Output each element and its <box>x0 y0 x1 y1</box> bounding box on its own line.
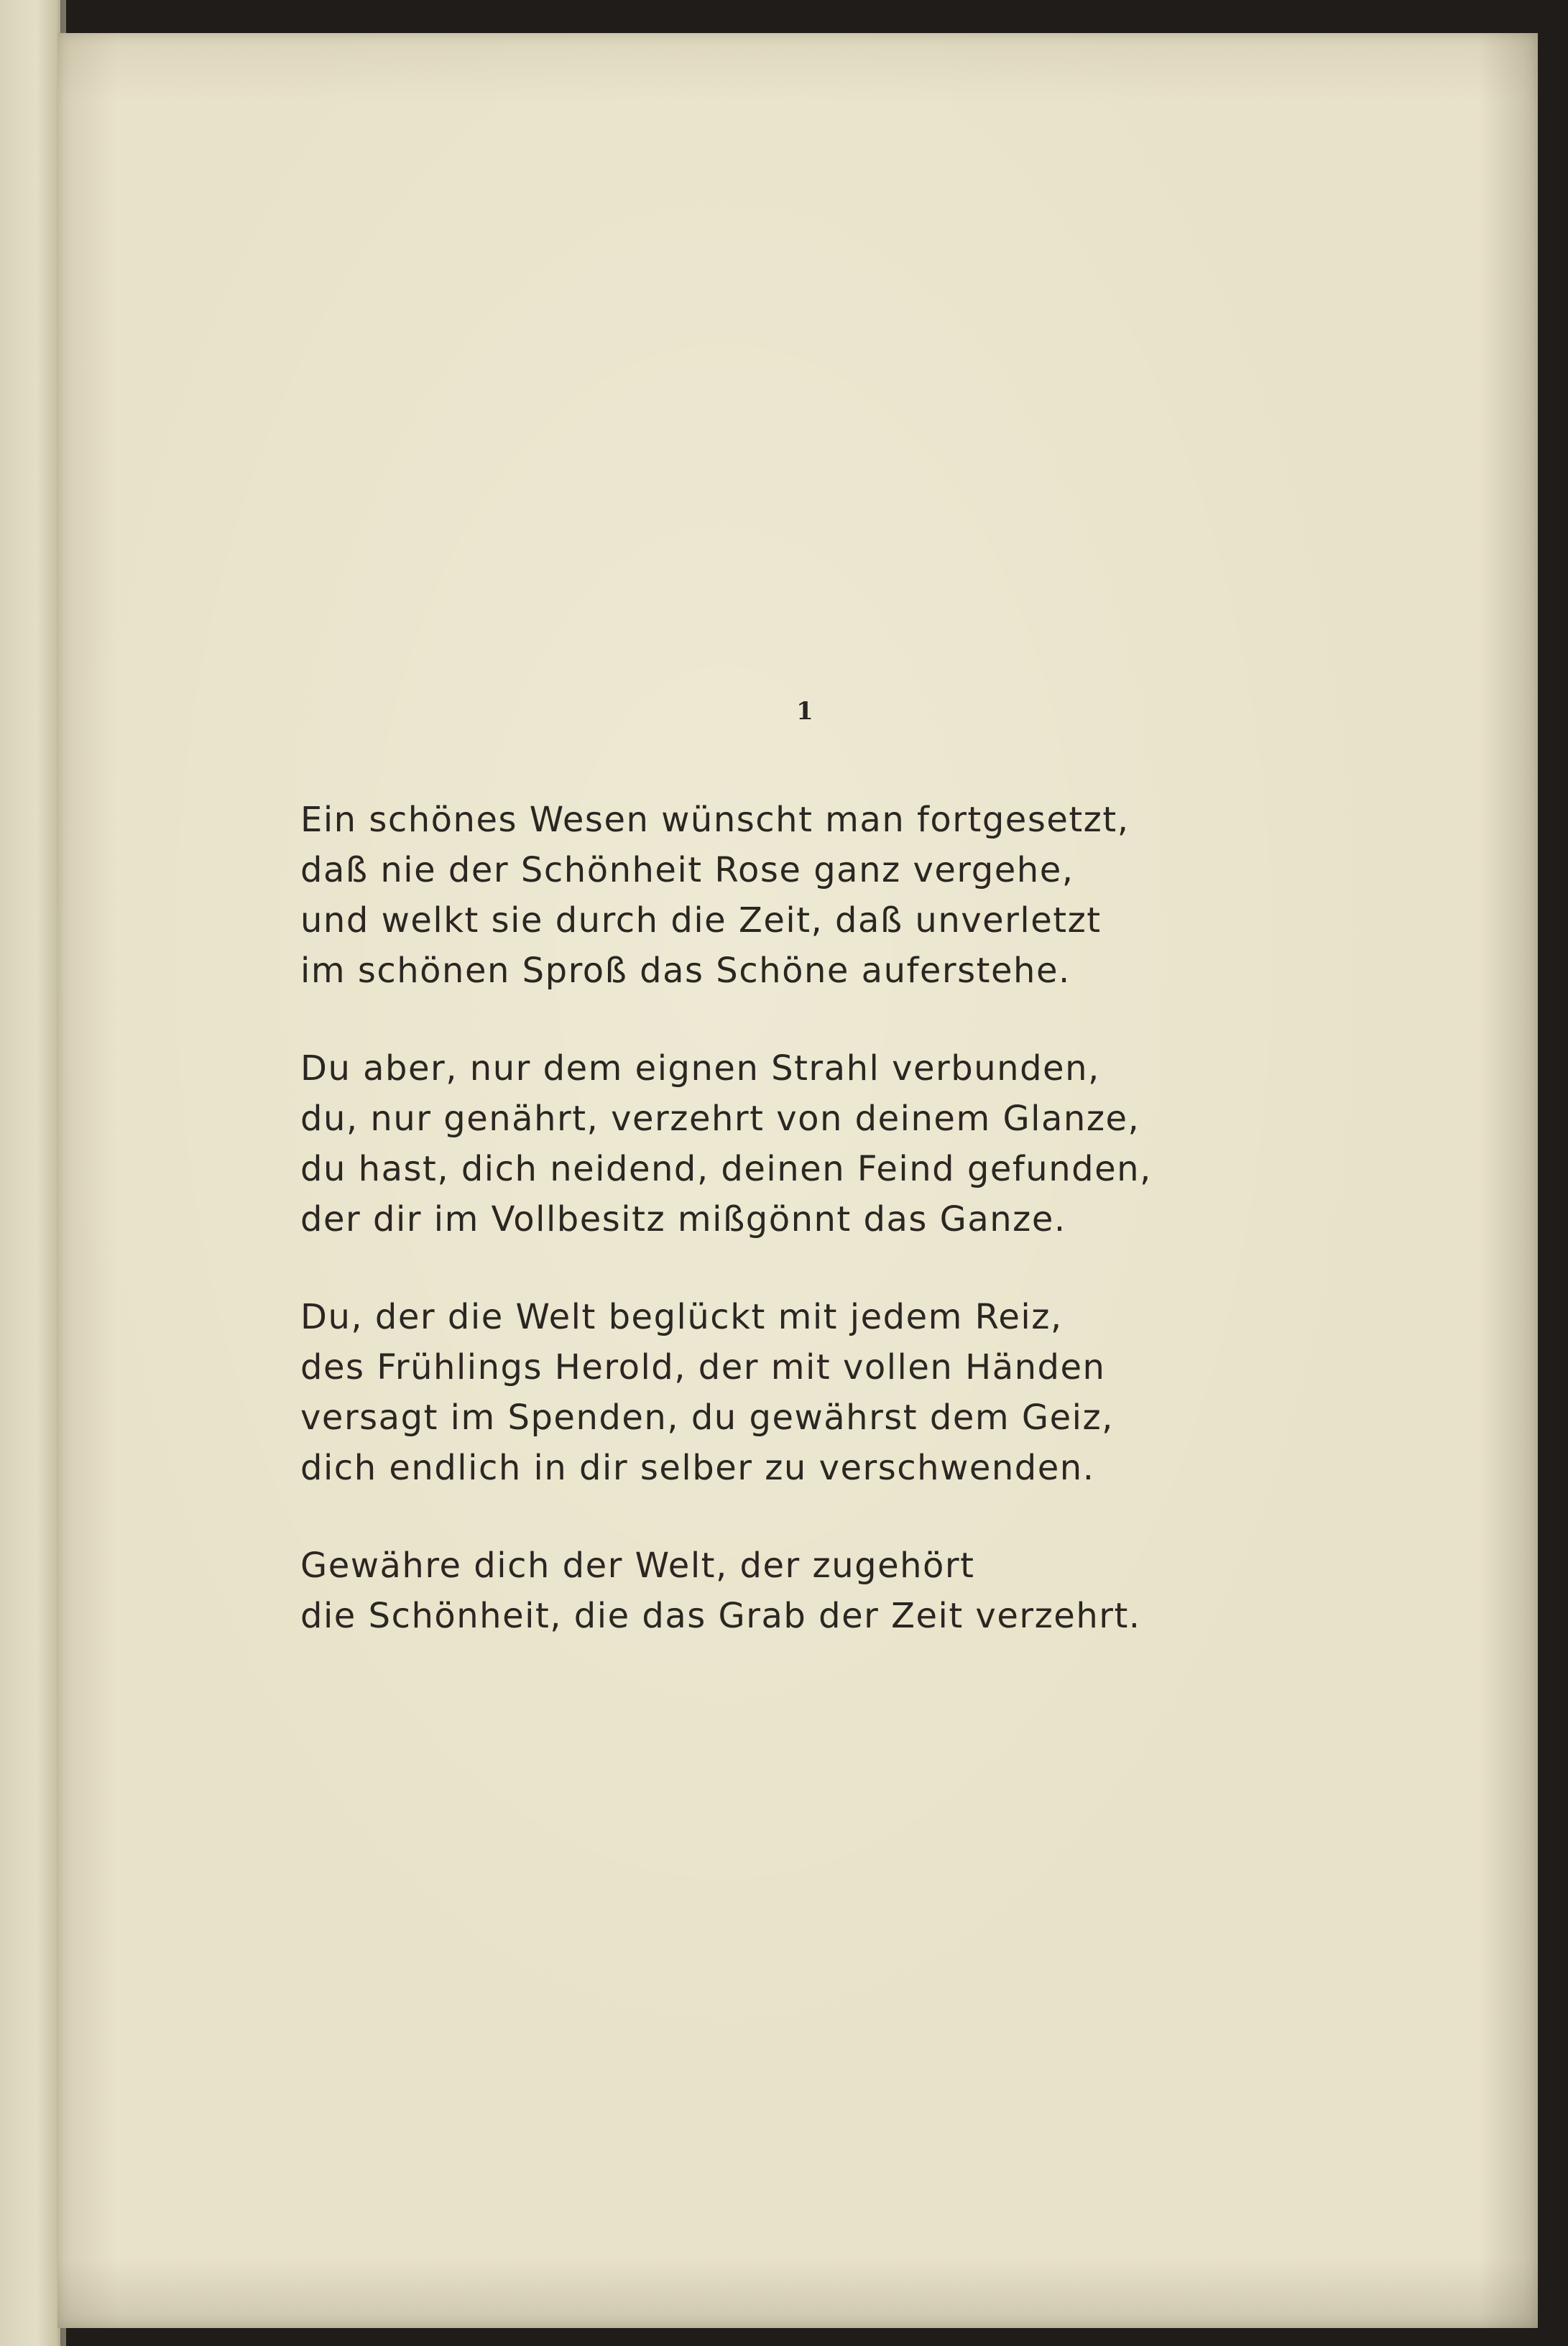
poem-line: der dir im Vollbesitz mißgönnt das Ganze. <box>300 1199 1066 1239</box>
stanza-1 <box>300 795 1306 996</box>
poem-line: die Schönheit, die das Grab der Zeit verzehrt. <box>300 1596 1141 1636</box>
poem-line: dich endlich in dir selber zu verschwenden. <box>300 1448 1095 1488</box>
poem-line: Ein schönes Wesen wünscht man fortgesetzt, <box>300 800 1130 840</box>
poem <box>300 795 1306 1689</box>
stanza-2 <box>300 1043 1306 1244</box>
poem-line: des Frühlings Herold, der mit vollen Händen <box>300 1347 1106 1387</box>
previous-page-edge <box>0 0 66 2346</box>
page-sheet <box>57 33 1538 2328</box>
poem-line: du, nur genährt, verzehrt von deinem Glanze, <box>300 1099 1140 1139</box>
poem-line: du hast, dich neidend, deinen Feind gefunden, <box>300 1149 1152 1189</box>
poem-line: und welkt sie durch die Zeit, daß unverletzt <box>300 900 1102 941</box>
poem-line: daß nie der Schönheit Rose ganz vergehe, <box>300 850 1074 890</box>
poem-line: versagt im Spenden, du gewährst dem Geiz, <box>300 1398 1114 1438</box>
poem-line: Du, der die Welt beglückt mit jedem Reiz, <box>300 1297 1063 1337</box>
stanza-4 <box>300 1541 1306 1641</box>
poem-line: Gewähre dich der Welt, der zugehört <box>300 1546 975 1586</box>
poem-line: Du aber, nur dem eignen Strahl verbunden, <box>300 1048 1100 1089</box>
stanza-3 <box>300 1292 1306 1493</box>
poem-line: im schönen Sproß das Schöne auferstehe. <box>300 951 1071 991</box>
page-number: 1 <box>796 697 813 726</box>
